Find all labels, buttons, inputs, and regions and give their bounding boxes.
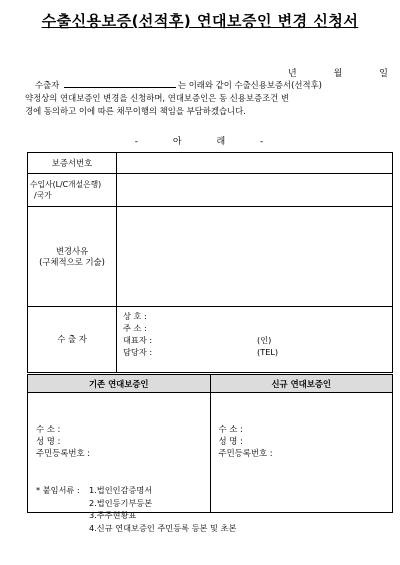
tel-label: (TEL)	[257, 347, 279, 357]
attachment-item: 2.법인등기부등본	[89, 497, 153, 508]
intro-line-3: 경에 동의하고 이에 따른 채무이행의 책임을 부담하겠습니다.	[25, 106, 246, 116]
exporter-details	[117, 307, 392, 358]
guarantee-no-field[interactable]	[117, 153, 393, 174]
attachment-item: 1.법인인감증명서	[89, 485, 153, 495]
row-exporter	[28, 307, 393, 373]
importer-label-line2: /국가	[34, 191, 52, 200]
date-day: 일	[379, 69, 388, 79]
ahrae-char-2: 래	[216, 137, 228, 147]
intro-paragraph	[25, 78, 387, 118]
attachment-list	[89, 484, 236, 534]
old-guarantor-header: 기존 연대보증인	[28, 375, 211, 393]
exporter-blank[interactable]	[64, 78, 176, 88]
old-name-label: 성 명 :	[36, 436, 61, 446]
intro-line-2: 약정상의 연대보증인 변경을 신청하며, 연대보증인은 동 신용보증조건 변	[25, 93, 290, 103]
reason-label-line2: (구체적으로 기술)	[39, 256, 105, 267]
attachment-item: 3.주주현황표	[89, 510, 137, 520]
old-id-label: 주민등록번호 :	[36, 448, 91, 458]
row-reason	[28, 207, 393, 307]
company-label: 상 호 :	[123, 311, 147, 321]
exporter-label: 수출자	[35, 80, 60, 90]
row-importer	[28, 174, 393, 207]
date-year: 년	[288, 69, 297, 79]
reason-label-line1: 변경사유	[55, 245, 89, 256]
intro-line-1	[25, 78, 387, 92]
dash-right: -	[260, 137, 266, 147]
importer-label	[28, 174, 117, 207]
reason-field[interactable]	[117, 207, 393, 307]
guarantee-no-label: 보증서번호	[28, 153, 117, 174]
contact-label: 담당자 :	[123, 347, 153, 357]
reason-label	[28, 207, 117, 307]
attachments	[36, 484, 237, 533]
row-guarantee-no	[28, 153, 393, 174]
new-guarantor-header: 신규 연대보증인	[210, 375, 393, 393]
exporter-field[interactable]	[117, 307, 393, 373]
importer-label-line1: 수입사(L/C개설은행)	[30, 180, 102, 189]
attachment-item: 4.신규 연대보증인 주민등록 등본 및 초본	[89, 522, 237, 533]
ahrae-char-1: 아	[172, 137, 184, 147]
address-label: 주 소 :	[123, 323, 147, 333]
seal-mark: (인)	[257, 335, 272, 345]
old-address-label: 수 소 :	[36, 424, 61, 434]
new-name-label: 성 명 :	[218, 436, 243, 446]
rep-label: 대표자 :	[123, 335, 153, 345]
attachments-label: * 붙임서류 :	[36, 485, 80, 495]
dash-left: -	[134, 137, 140, 147]
intro-line-1-rest: 는 이래와 같이 수출신용보증서(선적후)	[177, 80, 322, 90]
guarantor-header-row	[28, 375, 393, 393]
new-id-label: 주민등록번호 :	[218, 448, 273, 458]
new-address-label: 수 소 :	[218, 424, 243, 434]
below-heading	[0, 134, 400, 147]
importer-field[interactable]	[117, 174, 393, 207]
form-title: 수출신용보증(선적후) 연대보증인 변경 신청서	[41, 12, 359, 30]
exporter-section-label: 수 출 자	[28, 307, 117, 373]
date-month: 월	[333, 69, 343, 79]
application-table	[27, 152, 393, 373]
new-guarantor-field[interactable]	[210, 393, 393, 513]
